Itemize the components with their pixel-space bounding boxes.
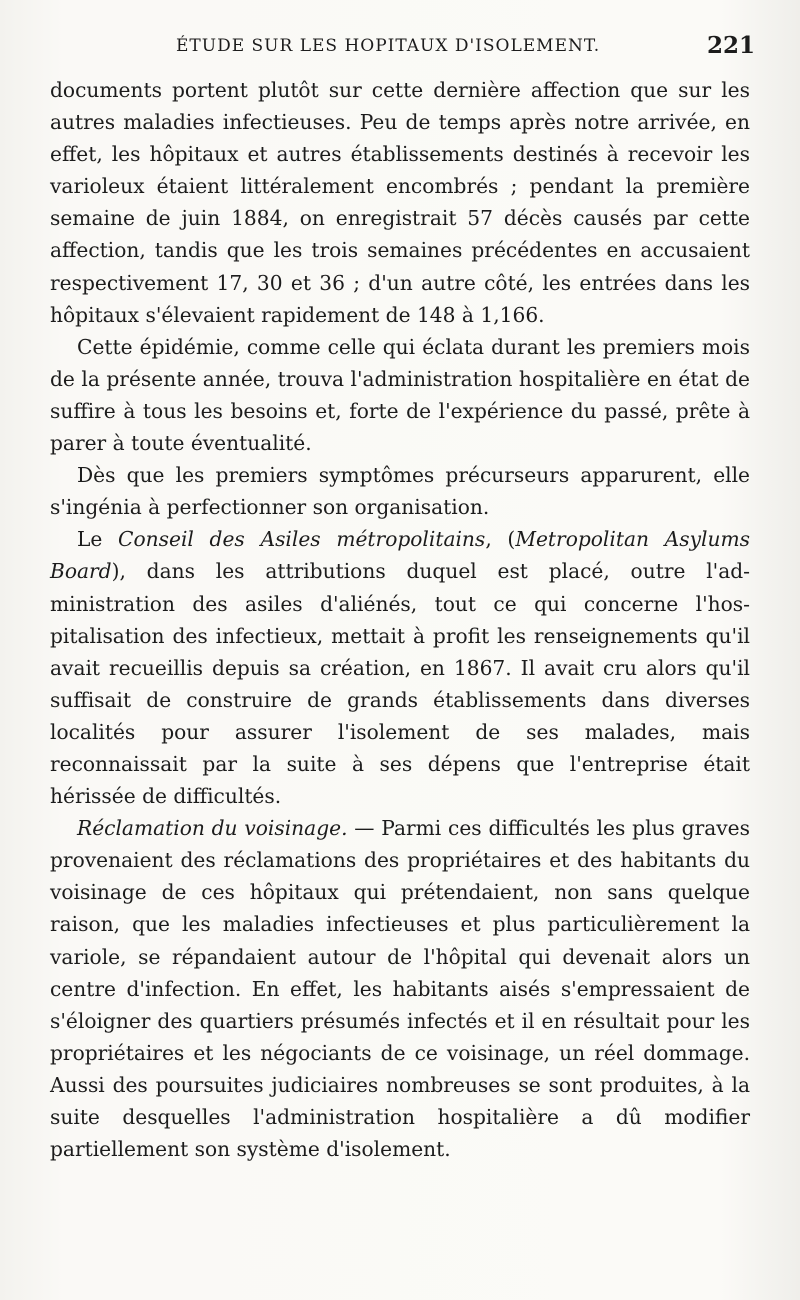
paragraph [50,459,750,523]
paragraph [50,331,750,459]
text-run: , ( [485,527,516,552]
page-number: 221 [706,32,755,59]
text-run: documents portent plutôt sur cette dernière affection que sur les autres maladies infectieuses. Peu de temps après notre arrivée, en effet, les hôpitaux et autres établissements destinés à recevoir les varioleux étaient littéralement encombrés ; pendant la première semaine de juin 1884, on enregistrait 57 décès causés par cette affection, tandis que les trois semaines précédentes en accusaient respectivement 17, 30 et 36 ; d'un autre côté, les entrées dans les hôpitaux s'élevaient rapidement de 148 à 1,166. [50,78,750,327]
italic-title: Metropolitan Asylums Board [50,527,750,584]
text-run: Le [77,527,119,552]
paragraph [50,523,750,812]
text-run: — Parmi ces difficultés les plus graves provenaient des réclamations des propriétaires et des habitants du voisinage de ces hôpitaux qui prétendaient, non sans quelque raison, que les maladies infectieuses et plus particulièrement la variole, se répandaient autour de l'hôpital qui devenait alors un centre d'infection. En effet, les habitants aisés s'empressaient de s'éloigner des quartiers présumés infectés et il en résultait pour les propriétaires et les négociants de ce voisinage, un réel dommage. Aussi des poursuites judiciaires nombreuses se sont produites, à la suite desquelles l'administration hospitalière a dû modifier partiellement son système d'isolement. [50,816,750,1162]
paragraph [50,812,750,1165]
page-header [50,32,755,66]
body-text [50,74,750,1165]
section-heading-inline: Réclamation du voisinage. [77,816,348,841]
running-head: ÉTUDE SUR LES HOPITAUX D'ISOLEMENT. [176,36,601,56]
italic-title: Conseil des Asiles métropolitains [118,527,486,552]
text-run: Cette épidémie, comme celle qui éclata durant les premiers mois de la présente année, trouva l'administration hospitalière en état de suffire à tous les besoins et, forte de l'expérience du passé, prête à parer à toute éventualité. [50,334,750,456]
paragraph [50,74,750,331]
text-run: Dès que les premiers symptômes précurseurs apparurent, elle s'ingénia à perfectionner son organisation. [50,463,750,520]
text-run: ), dans les attributions duquel est placé, outre l'administration des asiles d'aliénés, tout ce qui concerne l'hospitalisation des infectieux, mettait à profit les renseignements qu'il avait recueillis depuis sa création, en 1867. Il avait cru alors qu'il suffisait de construire de grands établissements dans diverses localités pour assurer l'isolement de ses malades, mais reconnaissait par la suite à ses dépens que l'entreprise était hérissée de difficultés. [50,559,750,809]
